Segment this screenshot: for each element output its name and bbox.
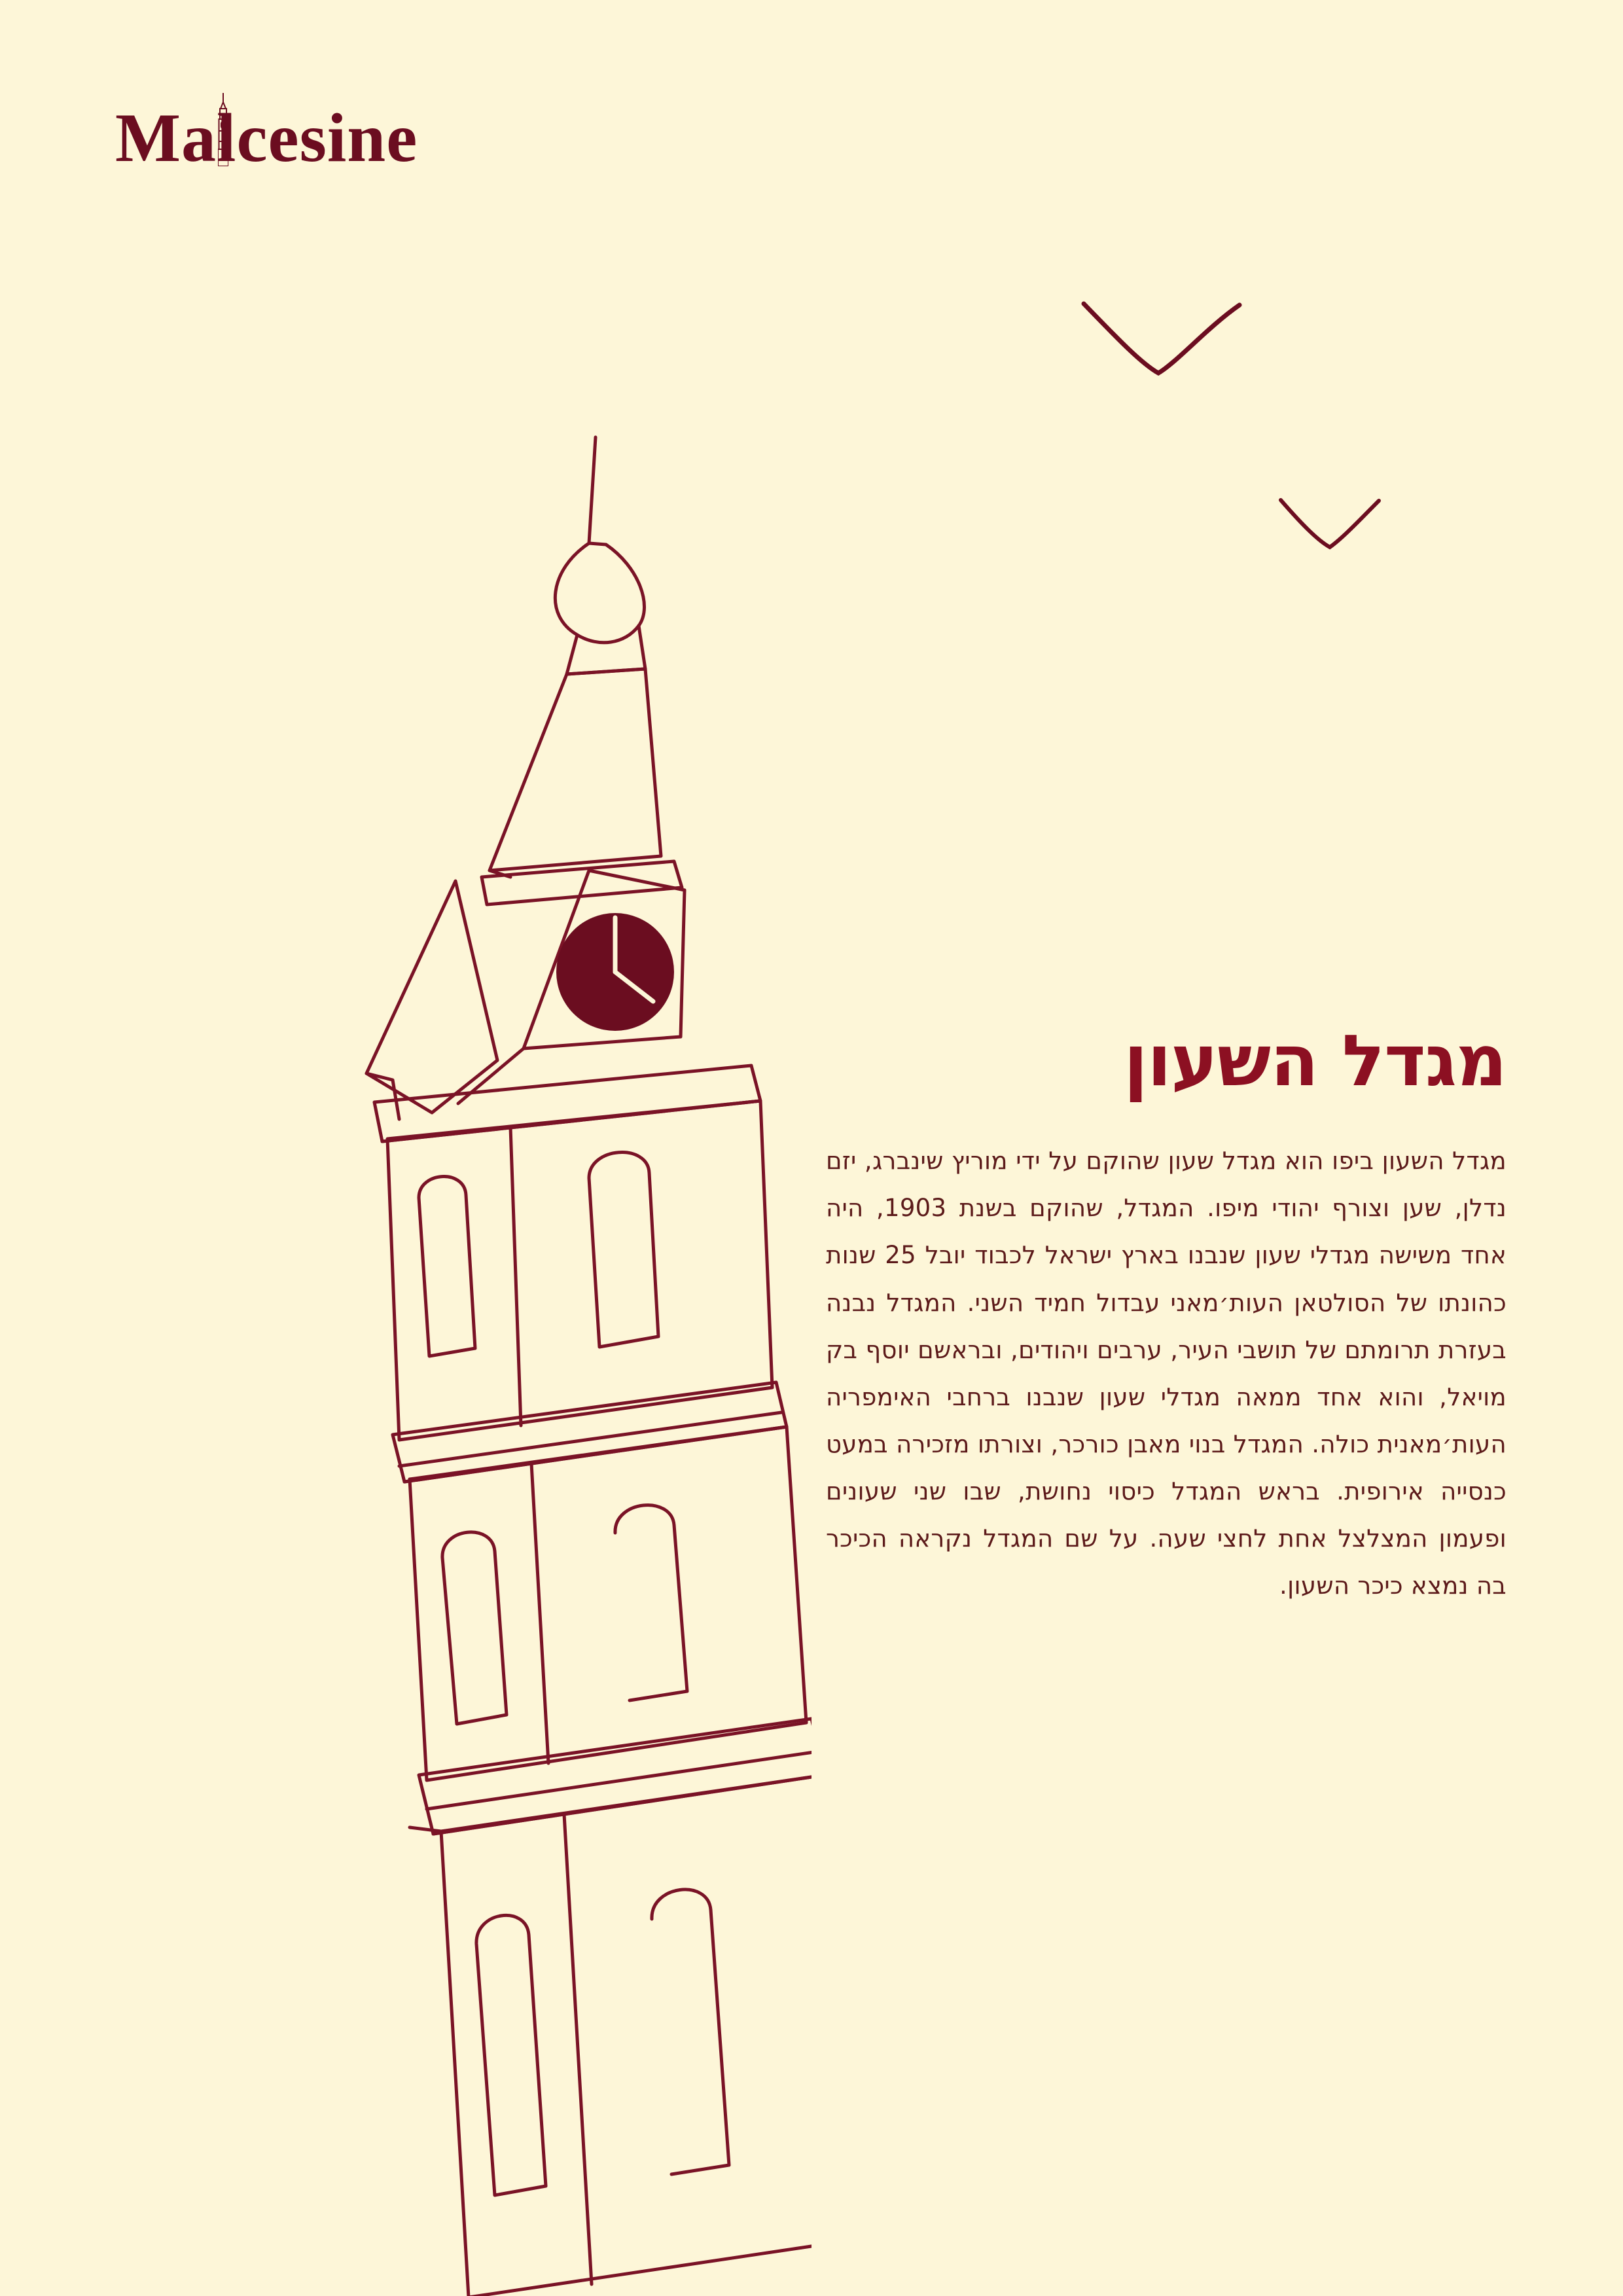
brand-name: Malcesine	[115, 99, 418, 176]
article-block	[826, 1021, 1507, 1610]
bird-icon	[1080, 301, 1243, 393]
article-body: מגדל השעון ביפו הוא מגדל שעון שהוקם על ידי מוריץ שינברג, יזם נדלן, שען וצורף יהודי מיפו. המגדל, שהוקם בשנת 1903, היה אחד משישה מגדלי שעון שנבנו בארץ ישראל לכבוד יובל 25 שנות כהונתו של הסולטאן העות׳מאני עבדול חמיד השני. המגדל נבנה בעזרת תרומתם של תושבי העיר, ערבים ויהודים, ובראשם יוסף בק מויאל, והוא אחד ממאה מגדלי שעון שנבנו ברחבי האימפריה העות׳מאנית כולה. המגדל בנוי מאבן כורכר, וצורתו מזכירה במעט כנסייה אירופית. בראש המגדל כיסוי נחושת, שבו שני שעונים ופעמון המצלצל אחת לחצי שעה. על שם המגדל נקראה הכיכר בה נמצא כיכר השעון.	[826, 1147, 1507, 1600]
bird-icon	[1277, 497, 1382, 560]
clock-tower-icon	[218, 93, 228, 166]
brand-wordmark	[115, 99, 418, 176]
page-title: מגדל השעון	[1123, 1020, 1507, 1102]
clock-tower-illustration	[92, 419, 812, 2296]
